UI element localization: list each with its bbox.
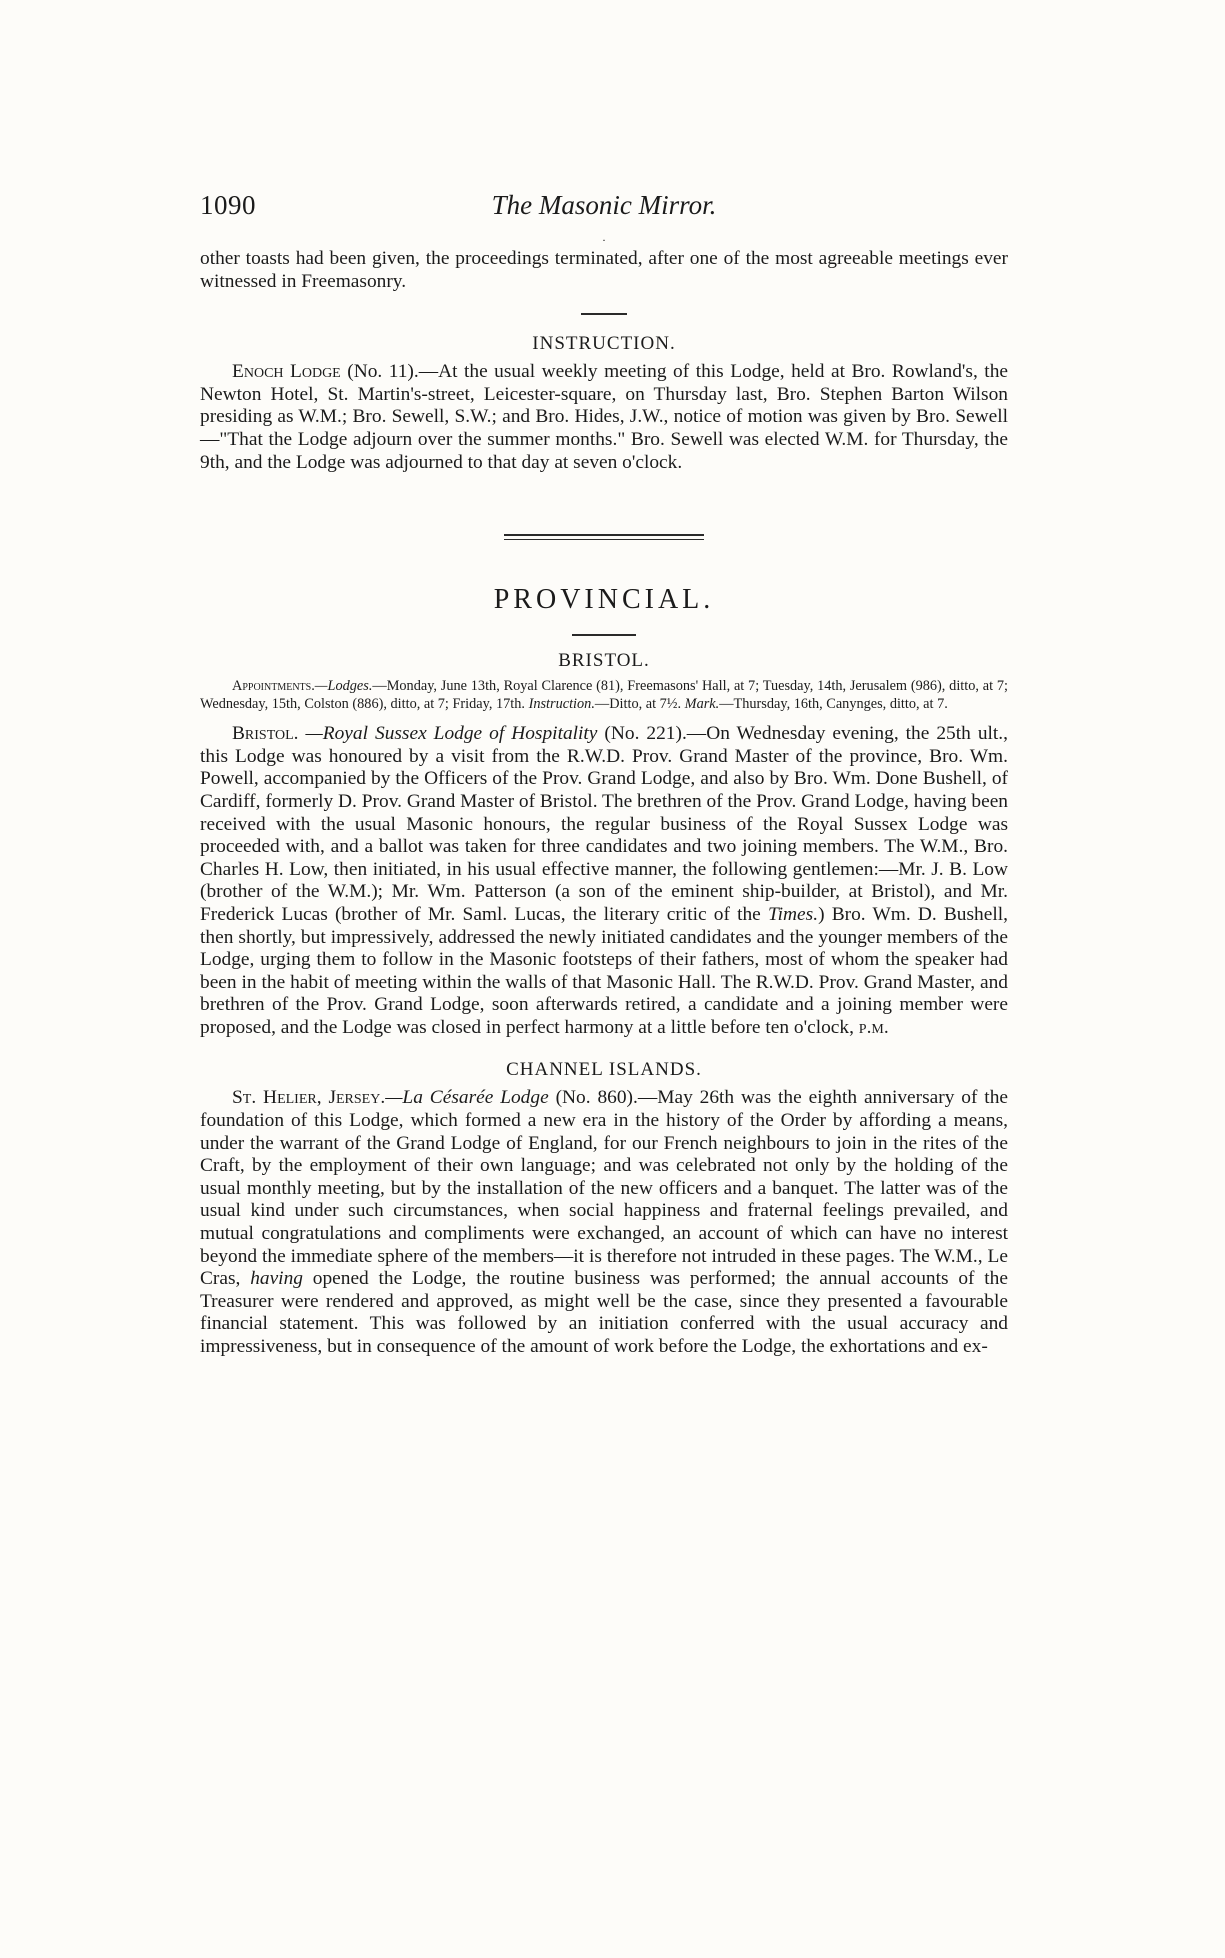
- bristol-body-b: ) Bro. Wm. D. Bushell, then shortly, but impressively, addressed the newly initiated candidates and the younger members of the Lodge, urging them to follow in the Masonic footsteps of their fathers, most of whom the speaker had been in the habit of meeting within the walls of that Masonic Hall. The R.W.D. Prov. Grand Master, and brethren of the Prov. Grand Lodge, soon afterwards retired, a candidate and a joining member were proposed, and the Lodge was closed in perfect harmony at a little before ten o'clock,: [200, 903, 1008, 1038]
- double-rule-divider: [504, 534, 704, 540]
- appointments-instruction-text: —Ditto, at 7½.: [594, 695, 685, 712]
- bristol-body-a: (No. 221).—On Wednesday evening, the 25th ult., this Lodge was honoured by a visit from the R.W.D. Prov. Grand Master of the province, Bro. Wm. Powell, accompanied by the Officers of the Prov. Grand Lodge, and also by Bro. Wm. Done Bushell, of Cardiff, formerly D. Prov. Grand Master of Bristol. The brethren of the Prov. Grand Lodge, having been received with the usual Masonic honours, the regular business of the Royal Sussex Lodge was proceeded with, and a ballot was taken for three candidates and two joining members. The W.M., Bro. Charles H. Low, then initiated, in his usual effective manner, the following gentlemen:—Mr. J. B. Low (brother of the W.M.); Mr. Wm. Patterson (a son of the eminent ship-builder, at Bristol), and Mr. Frederick Lucas (brother of Mr. Saml. Lucas, the literary critic of the: [200, 723, 1008, 925]
- channel-islands-having: having: [250, 1268, 303, 1290]
- instruction-paragraph: [200, 361, 1008, 474]
- bristol-lodge-name: —Royal Sussex Lodge of Hospitality: [298, 723, 598, 745]
- bristol-appointments: [200, 678, 1008, 713]
- instruction-lead: Enoch Lodge: [232, 361, 341, 383]
- channel-islands-paragraph: [200, 1087, 1008, 1358]
- provincial-divider: [572, 634, 636, 636]
- section-divider: [581, 313, 627, 315]
- appointments-lodges-label: —Lodges.: [314, 678, 373, 695]
- instruction-heading: INSTRUCTION.: [532, 333, 676, 355]
- instruction-body: (No. 11).—At the usual weekly meeting of this Lodge, held at Bro. Rowland's, the Newton Hotel, St. Martin's-street, Leicester-square, on Thursday last, Bro. Stephen Barton Wilson presiding as W.M.; Bro. Sewell, S.W.; and Bro. Hides, J.W., notice of motion was given by Bro. Sewell—"That the Lodge adjourn over the summer months." Bro. Sewell was elected W.M. for Thursday, the 9th, and the Lodge was adjourned to that day at seven o'clock.: [200, 361, 1008, 473]
- channel-islands-heading: CHANNEL ISLANDS.: [506, 1059, 702, 1081]
- channel-islands-body-b: opened the Lodge, the routine business was performed; the annual accounts of the Treasurer were rendered and approved, as might well be the case, since they presented a favourable financial statement. This was followed by an initiation conferred with the usual accuracy and impressiveness, but in consequence of the amount of work before the Lodge, the exhortations and ex-: [200, 1268, 1008, 1357]
- appointments-lodges-text: —Monday, June 13th, Royal Clarence (81), Freemasons' Hall, at 7; Tuesday, 14th, Jerusalem (986), ditto, at 7; Wednesday, 15th, Colston (886), ditto, at 7; Friday, 17th.: [200, 678, 1008, 712]
- bristol-paragraph: [200, 723, 1008, 1039]
- channel-islands-lodge-name: —La Césarée Lodge: [385, 1087, 549, 1109]
- bristol-heading: BRISTOL.: [558, 650, 650, 672]
- journal-title: The Masonic Mirror.: [491, 190, 717, 220]
- appointments-instruction-label: Instruction.: [528, 695, 595, 712]
- running-head: [200, 190, 1008, 234]
- opening-paragraph: other toasts had been given, the proceedings terminated, after one of the most agreeable meetings ever witnessed in Freemasonry.: [200, 248, 1008, 292]
- page-number: 1090: [200, 190, 256, 220]
- channel-islands-lead: St. Helier, Jersey.: [232, 1087, 386, 1109]
- page: [200, 190, 1008, 1359]
- appointments-lead: Appointments.: [232, 678, 315, 695]
- bristol-pm: p.m.: [858, 1016, 889, 1038]
- ornament-dot: ·: [602, 233, 606, 247]
- appointments-mark-text: —Thursday, 16th, Canynges, ditto, at 7.: [719, 695, 948, 712]
- bristol-lead: Bristol.: [232, 723, 299, 745]
- channel-islands-body-a: (No. 860).—May 26th was the eighth anniversary of the foundation of this Lodge, which formed a new era in the history of the Order by affording a means, under the warrant of the Grand Lodge of England, for our French neighbours to join in the rites of the Craft, by the employment of their own language; and was celebrated not only by the holding of the usual monthly meeting, but by the installation of the new officers and a banquet. The latter was of the usual kind under such circumstances, when social happiness and fraternal feelings prevailed, and mutual congratulations and compliments were exchanged, an account of which can have no interest beyond the immediate sphere of the members—it is therefore not intruded in these pages. The W.M., Le Cras,: [200, 1087, 1008, 1290]
- bristol-times: Times.: [767, 903, 819, 925]
- provincial-heading: PROVINCIAL.: [493, 584, 715, 616]
- appointments-mark-label: Mark.: [684, 695, 720, 712]
